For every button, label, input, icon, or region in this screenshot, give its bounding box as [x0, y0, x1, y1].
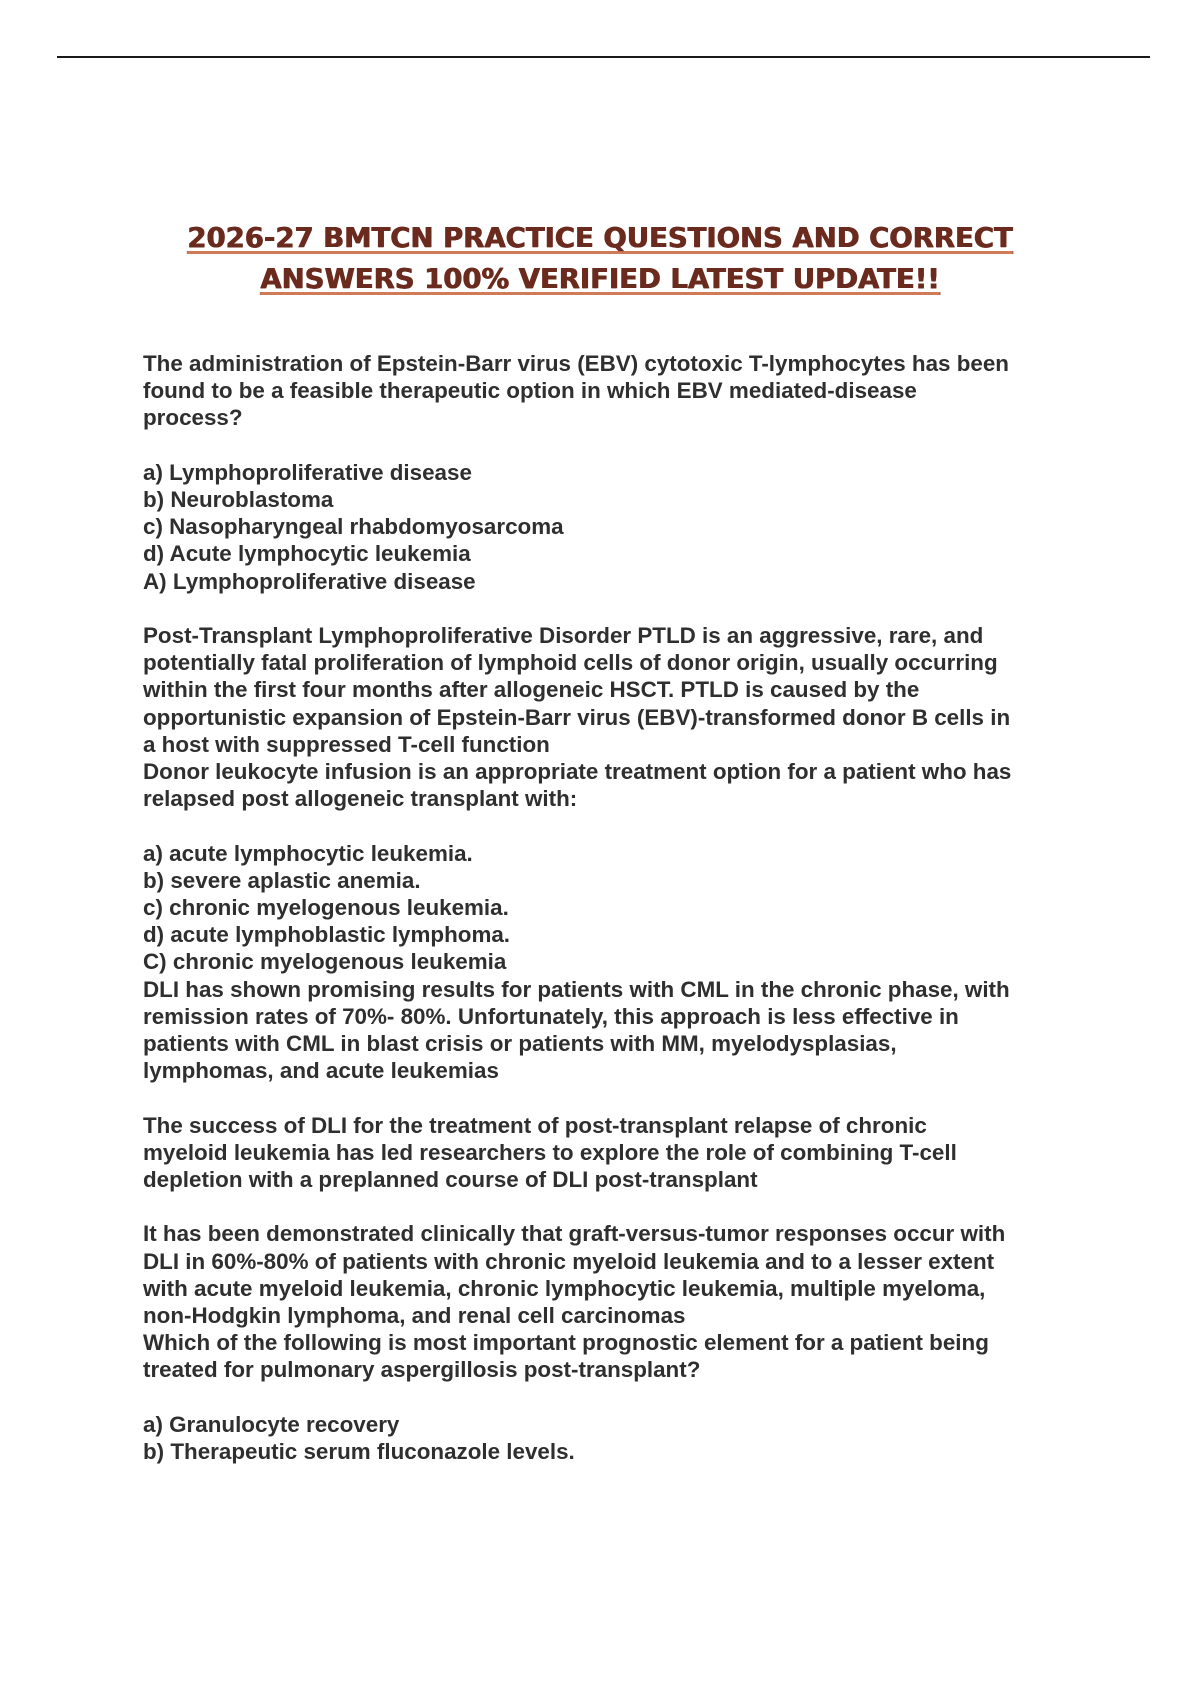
option-item: c) chronic myelogenous leukemia. — [143, 895, 509, 921]
spacer — [143, 812, 1073, 839]
question-2-rationale-2: The success of DLI for the treatment of post-transplant relapse of chronic myeloid leukemia has led researchers to explore the role of combining T-cell depletion with a preplanned course of DLI post-transplant — [143, 1112, 957, 1193]
option-item: a) acute lymphocytic leukemia. — [143, 840, 473, 866]
question-2-text: Donor leukocyte infusion is an appropriate treatment option for a patient who has relapsed post allogeneic transplant with: — [143, 759, 1012, 812]
question-1-options — [143, 459, 1073, 568]
question-2-answer: C) chronic myelogenous leukemia — [143, 949, 507, 975]
option-item: b) severe aplastic anemia. — [143, 867, 421, 893]
title-line-2: ANSWERS 100% VERIFIED LATEST UPDATE!! — [260, 263, 940, 295]
spacer — [143, 1384, 1073, 1411]
spacer — [143, 1084, 1073, 1111]
document-title — [0, 218, 1200, 300]
question-1-rationale: Post-Transplant Lymphoproliferative Disorder PTLD is an aggressive, rare, and potentially fatal proliferation of lymphoid cells of donor origin, usually occurring within the first four months after allogeneic HSCT. PTLD is caused by the opportunistic expansion of Epstein-Barr virus (EBV)-transformed donor B cells in a host with suppressed T-cell function — [143, 623, 1011, 757]
document-body — [143, 350, 1073, 1465]
option-item: d) Acute lymphocytic leukemia — [143, 541, 471, 567]
title-line-1: 2026-27 BMTCN PRACTICE QUESTIONS AND CORRECT — [187, 222, 1013, 254]
page-top-rule — [57, 56, 1150, 58]
option-item: c) Nasopharyngeal rhabdomyosarcoma — [143, 514, 564, 540]
question-1-text: The administration of Epstein-Barr virus (EBV) cytotoxic T-lymphocytes has been found to be a feasible therapeutic option in which EBV mediated-disease process? — [143, 351, 1009, 431]
option-item: b) Neuroblastoma — [143, 487, 334, 512]
option-item: b) Therapeutic serum fluconazole levels. — [143, 1439, 575, 1465]
question-3-text: Which of the following is most important prognostic element for a patient being treated for pulmonary aspergillosis post-transplant? — [143, 1330, 989, 1383]
question-2-options — [143, 840, 1073, 949]
question-3-options — [143, 1411, 1073, 1465]
option-item: a) Lymphoproliferative disease — [143, 459, 472, 485]
question-1-answer: A) Lymphoproliferative disease — [143, 568, 476, 594]
question-2-rationale-1: DLI has shown promising results for patients with CML in the chronic phase, with remission rates of 70%- 80%. Unfortunately, this approach is less effective in patients with CML in blast crisis or patients with MM, myelodysplasias, lymphomas, and acute leukemias — [143, 976, 1010, 1084]
spacer — [143, 1193, 1073, 1220]
spacer — [143, 432, 1073, 459]
option-item: d) acute lymphoblastic lymphoma. — [143, 922, 511, 948]
question-2-rationale-3: It has been demonstrated clinically that graft-versus-tumor responses occur with DLI in 60%-80% of patients with chronic myeloid leukemia and to a lesser extent with acute myeloid leukemia, chronic lymphocytic leukemia, multiple myeloma, non-Hodgkin lymphoma, and renal cell carcinomas — [143, 1221, 1006, 1329]
option-item: a) Granulocyte recovery — [143, 1411, 400, 1437]
spacer — [143, 595, 1073, 622]
